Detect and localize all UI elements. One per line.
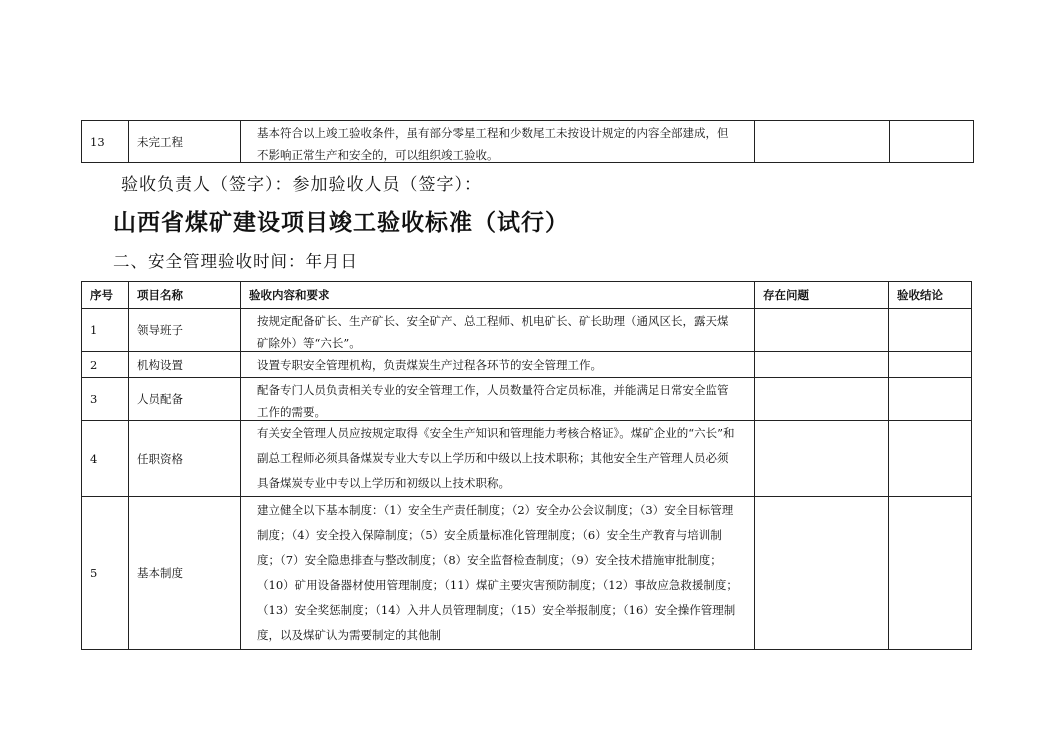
requirement-text: 配备专门人员负责相关专业的安全管理工作，人员数量符合定员标准，并能满足日常安全监管工作的需要。 [241, 378, 755, 421]
item-name: 领导班子 [129, 309, 241, 352]
result-cell [889, 352, 972, 378]
issue-cell [755, 309, 889, 352]
row-number: 4 [82, 421, 129, 497]
row-number: 13 [82, 121, 129, 163]
header-no: 序号 [82, 282, 129, 309]
result-cell [889, 421, 972, 497]
acceptance-table [81, 281, 972, 650]
table-row [82, 309, 972, 352]
table-row [82, 352, 972, 378]
row-number: 1 [82, 309, 129, 352]
item-name: 未完工程 [129, 121, 241, 163]
row-number: 3 [82, 378, 129, 421]
table-row [82, 121, 974, 163]
item-name: 人员配备 [129, 378, 241, 421]
issue-cell [755, 352, 889, 378]
table-row [82, 378, 972, 421]
issue-cell [755, 497, 889, 650]
header-issue: 存在问题 [755, 282, 889, 309]
result-cell [890, 121, 974, 163]
issue-cell [755, 378, 889, 421]
item-name: 基本制度 [129, 497, 241, 650]
table-header-row [82, 282, 972, 309]
signature-line: 验收负责人（签字）：参加验收人员（签字）： [121, 175, 482, 195]
issue-cell [755, 121, 890, 163]
header-req: 验收内容和要求 [241, 282, 755, 309]
requirement-text: 设置专职安全管理机构，负责煤炭生产过程各环节的安全管理工作。 [241, 352, 755, 378]
requirement-text: 按规定配备矿长、生产矿长、安全矿产、总工程师、机电矿长、矿长助理（通风区长，露天煤矿除外）等“六长”。 [241, 309, 755, 352]
item-name: 机构设置 [129, 352, 241, 378]
requirement-text: 基本符合以上竣工验收条件，虽有部分零星工程和少数尾工未按设计规定的内容全部建成，但不影响正常生产和安全的，可以组织竣工验收。 [241, 121, 755, 163]
header-result: 验收结论 [889, 282, 972, 309]
top-table [81, 120, 974, 163]
item-name: 任职资格 [129, 421, 241, 497]
result-cell [889, 497, 972, 650]
table-row [82, 497, 972, 650]
row-number: 2 [82, 352, 129, 378]
result-cell [889, 309, 972, 352]
result-cell [889, 378, 972, 421]
document-title: 山西省煤矿建设项目竣工验收标准（试行） [113, 209, 569, 236]
requirement-text: 建立健全以下基本制度：（1）安全生产责任制度；（2）安全办公会议制度；（3）安全目标管理制度；（4）安全投入保障制度；（5）安全质量标准化管理制度；（6）安全生产教育与培训制度；（7）安全隐患排查与整改制度；（8）安全监督检查制度；（9）安全技术措施审批制度；（10）矿用设备器材使用管理制度；（11）煤矿主要灾害预防制度；（12）事故应急救援制度；（13）安全奖惩制度；（14）入井人员管理制度；（15）安全举报制度；（16）安全操作管理制度，以及煤矿认为需要制定的其他制 [241, 497, 755, 650]
row-number: 5 [82, 497, 129, 650]
requirement-text: 有关安全管理人员应按规定取得《安全生产知识和管理能力考核合格证》。煤矿企业的“六长”和副总工程师必须具备煤炭专业大专以上学历和中级以上技术职称；其他安全生产管理人员必须具备煤炭专业中专以上学历和初级以上技术职称。 [241, 421, 755, 497]
issue-cell [755, 421, 889, 497]
header-name: 项目名称 [129, 282, 241, 309]
section-heading: 二、安全管理验收时间：年月日 [113, 252, 358, 271]
table-row [82, 421, 972, 497]
